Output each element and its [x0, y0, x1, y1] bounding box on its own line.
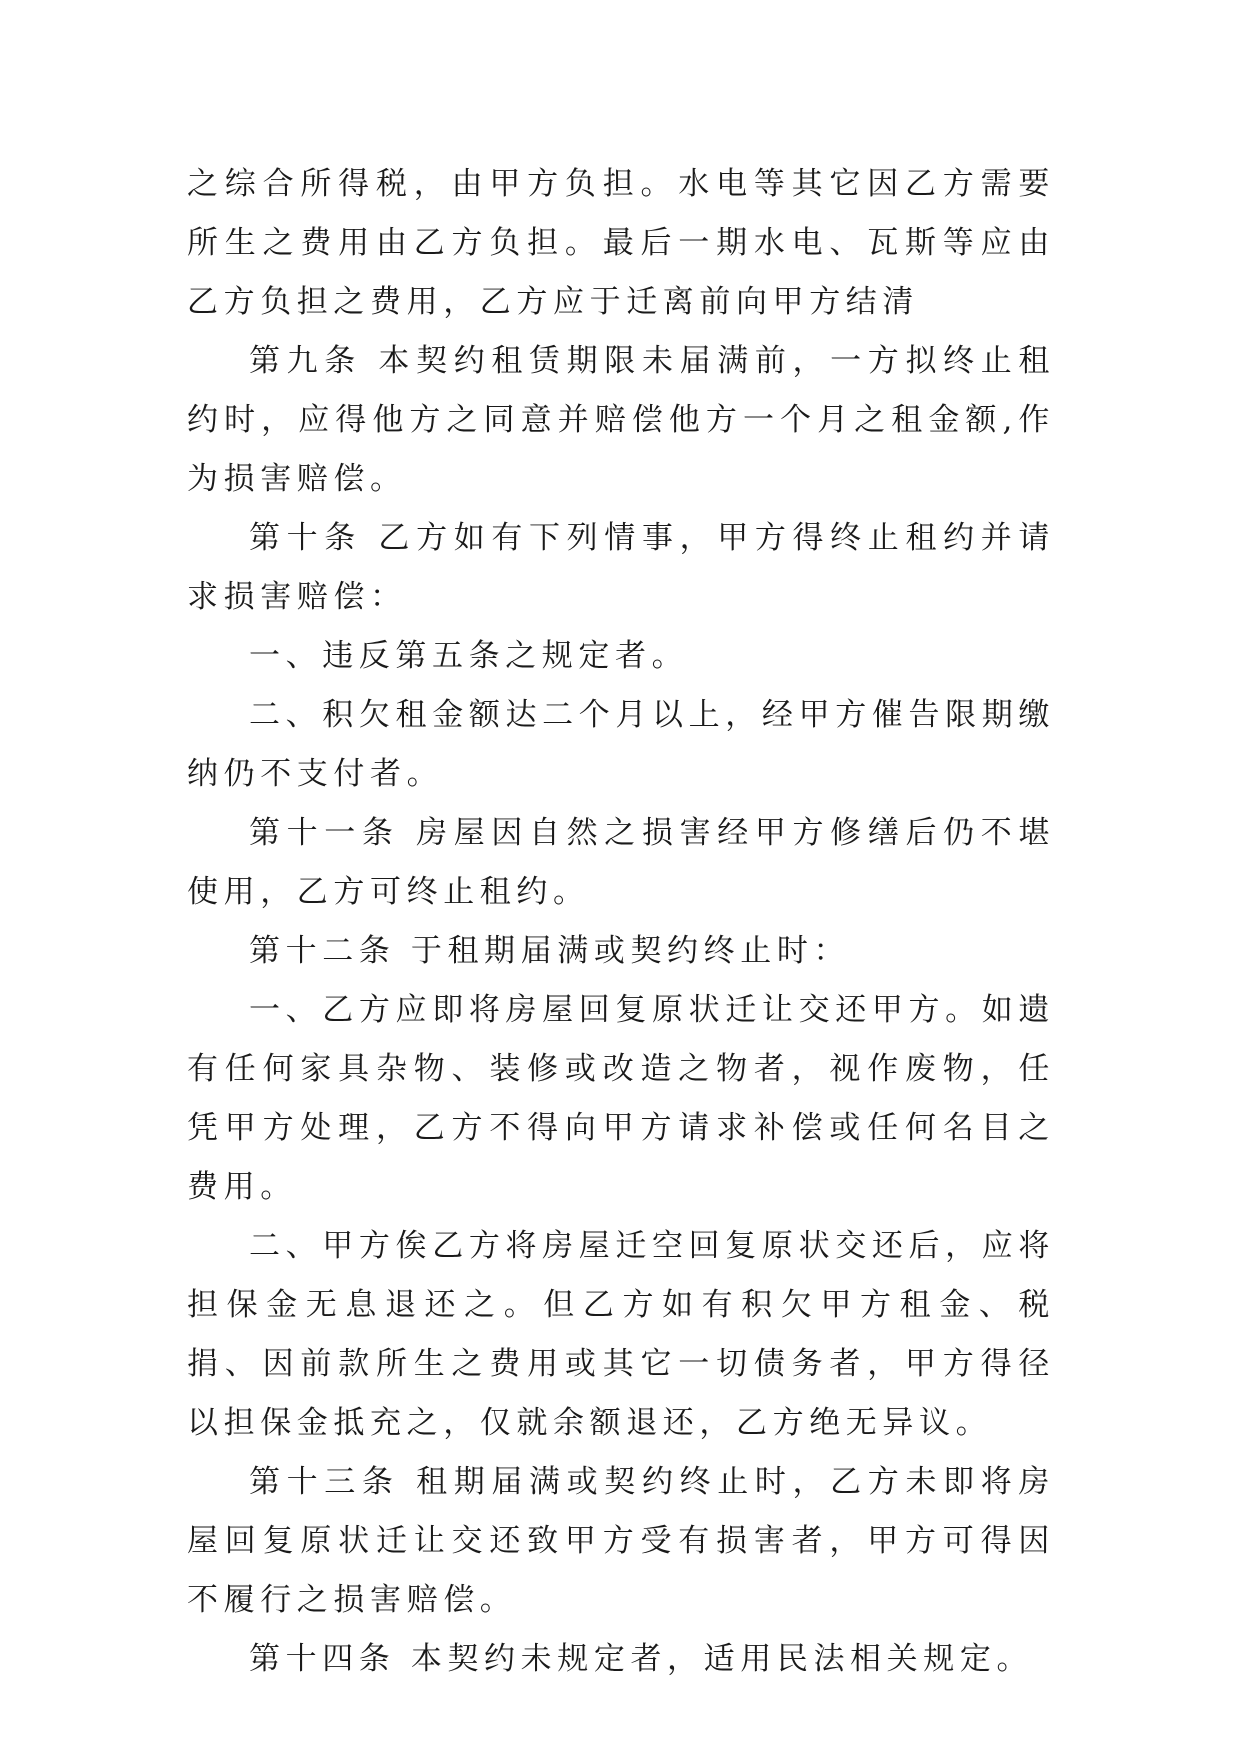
- clause-11: 第十一条 房屋因自然之损害经甲方修缮后仍不堪使用，乙方可终止租约。: [187, 815, 1055, 910]
- clause-10: 第十条 乙方如有下列情事，甲方得终止租约并请求损害赔偿：: [187, 520, 1055, 615]
- clause-12-item-2: 二、甲方俟乙方将房屋迁空回复原状交还后，应将担保金无息退还之。但乙方如有积欠甲方租金、税捐、因前款所生之费用或其它一切债务者，甲方得径以担保金抵充之，仅就余额退还，乙方绝无异议。: [187, 1228, 1055, 1441]
- clause-10-item-1: 一、违反第五条之规定者。: [249, 638, 689, 674]
- clause-12: 第十二条 于租期届满或契约终止时：: [249, 933, 851, 969]
- clause-10-item-2: 二、积欠租金额达二个月以上，经甲方催告限期缴纳仍不支付者。: [187, 697, 1055, 792]
- clause-13: 第十三条 租期届满或契约终止时，乙方未即将房屋回复原状迁让交还致甲方受有损害者，甲方可得因不履行之损害赔偿。: [187, 1464, 1055, 1618]
- clause-12-item-1: 一、乙方应即将房屋回复原状迁让交还甲方。如遗有任何家具杂物、装修或改造之物者，视作废物，任凭甲方处理，乙方不得向甲方请求补偿或任何名目之费用。: [187, 992, 1055, 1205]
- paragraph-continuation: 之综合所得税，由甲方负担。水电等其它因乙方需要所生之费用由乙方负担。最后一期水电、瓦斯等应由乙方负担之费用，乙方应于迁离前向甲方结清: [187, 166, 1055, 320]
- clause-9: 第九条 本契约租赁期限未届满前，一方拟终止租约时，应得他方之同意并赔偿他方一个月之租金额,作为损害赔偿。: [187, 343, 1055, 497]
- document-body: [187, 155, 1055, 1689]
- clause-14: 第十四条 本契约未规定者，适用民法相关规定。: [249, 1641, 1034, 1677]
